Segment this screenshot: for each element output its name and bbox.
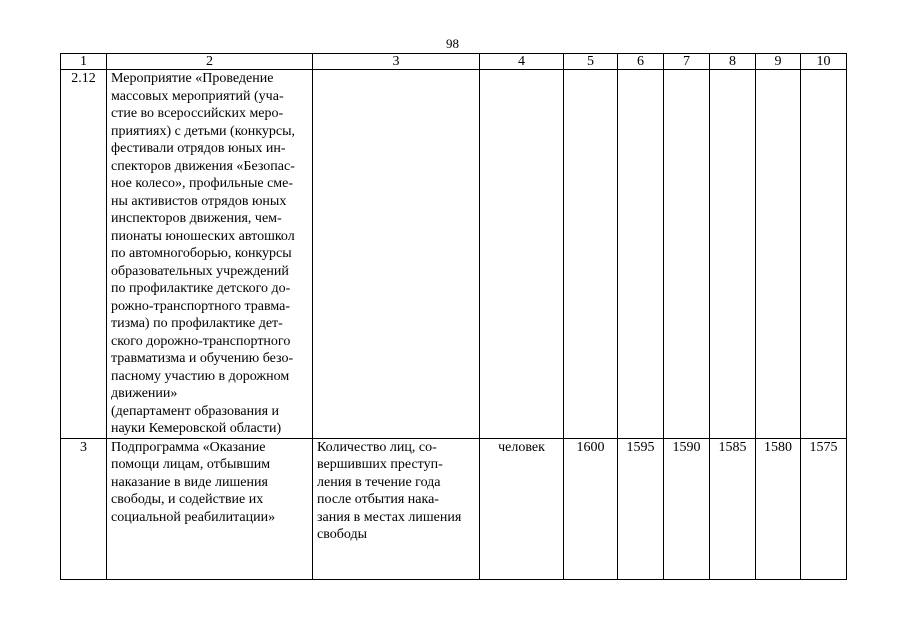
header-cell-8: 8 (710, 54, 756, 70)
value-cell (564, 70, 618, 439)
value-cell: 1595 (618, 438, 664, 579)
row-number: 2.12 (61, 70, 107, 439)
value-cell: 1590 (664, 438, 710, 579)
value-cell: 1575 (801, 438, 847, 579)
header-cell-9: 9 (756, 54, 801, 70)
page-number: 98 (446, 36, 459, 51)
header-cell-3: 3 (313, 54, 480, 70)
value-cell: 1585 (710, 438, 756, 579)
header-cell-6: 6 (618, 54, 664, 70)
header-cell-1: 1 (61, 54, 107, 70)
indicator-table (60, 53, 847, 580)
value-cell (801, 70, 847, 439)
value-cell (664, 70, 710, 439)
header-cell-2: 2 (107, 54, 313, 70)
subprogram-description: Подпрограмма «Оказание помощи лицам, отбывшим наказание в виде лишения свободы, и содействие их социальной реабилитации» (107, 438, 313, 579)
table-row (61, 70, 847, 439)
table-row (61, 438, 847, 579)
measure-description: Мероприятие «Проведение массовых мероприятий (уча- стие во всероссийских меро- приятиях) с детьми (конкурсы, фестивали отрядов юных ин- спекторов движения «Безопас- ное колесо», профильные сме- ны активистов отрядов юных инспекторов движения, чем- пионаты юношеских автошкол по автомногоборью, конкурсы образовательных учреждений по профилактике детского до- рожно-транспортного травма- тизма) по профилактике дет- ского дорожно-транспортного травматизма и обучению безо- пасному участию в дорожном движении» (департамент образования и науки Кемеровской области) (107, 70, 313, 439)
header-cell-5: 5 (564, 54, 618, 70)
indicator-name: Количество лиц, со- вершивших преступ- ления в течение года после отбытия нака- зания в местах лишения свободы (313, 438, 480, 579)
value-cell (710, 70, 756, 439)
value-cell (618, 70, 664, 439)
unit-of-measure: человек (480, 438, 564, 579)
value-cell (756, 70, 801, 439)
indicator-name (313, 70, 480, 439)
value-cell: 1580 (756, 438, 801, 579)
header-cell-10: 10 (801, 54, 847, 70)
header-cell-7: 7 (664, 54, 710, 70)
value-cell: 1600 (564, 438, 618, 579)
unit-of-measure (480, 70, 564, 439)
row-number: 3 (61, 438, 107, 579)
header-row (61, 54, 847, 70)
header-cell-4: 4 (480, 54, 564, 70)
